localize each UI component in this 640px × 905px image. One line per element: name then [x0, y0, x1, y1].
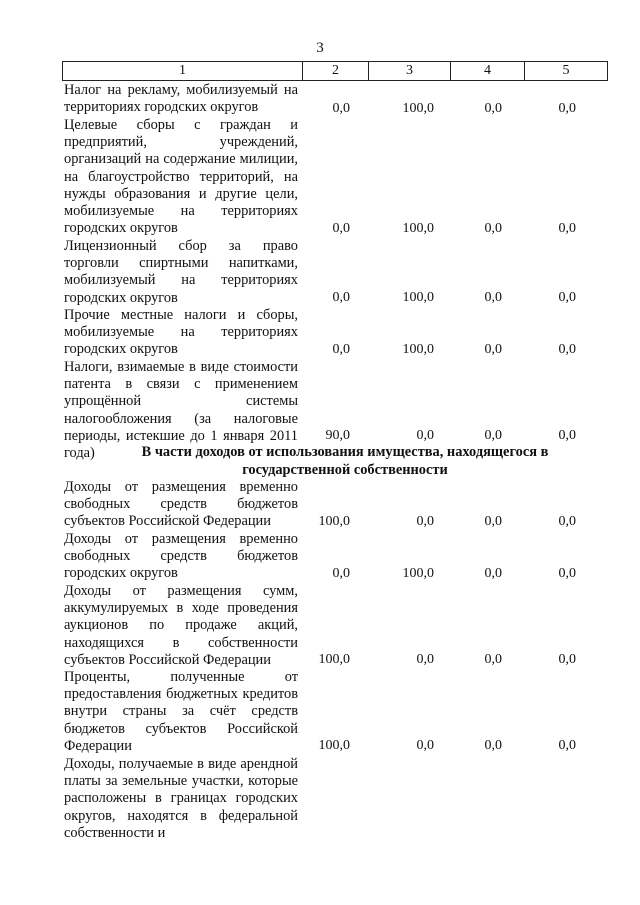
column-header-table	[62, 61, 608, 81]
row-label: Доходы от размещения временно свободных средств бюджетов городских округов	[64, 531, 298, 582]
row-label: Лицензионный сбор за право торговли спиртными напитками, мобилизуемый на территориях городских округов	[64, 238, 298, 306]
value-col-3: 0,0	[416, 514, 434, 529]
value-col-4: 0,0	[484, 221, 502, 236]
value-col-3: 0,0	[416, 652, 434, 667]
value-col-3: 100,0	[402, 101, 434, 116]
value-col-4: 0,0	[484, 342, 502, 357]
value-col-5: 0,0	[558, 101, 576, 116]
value-col-3: 100,0	[402, 221, 434, 236]
column-header-3: 3	[369, 62, 451, 81]
value-col-2: 100,0	[318, 514, 350, 529]
value-col-5: 0,0	[558, 342, 576, 357]
value-col-4: 0,0	[484, 566, 502, 581]
value-col-2: 0,0	[332, 221, 350, 236]
row-label: Налоги, взимаемые в виде стоимости патента в связи с применением упрощённой системы налогообложения (за налоговые периоды, истекшие до 1 января 2011 года)	[64, 359, 298, 462]
value-col-3: 100,0	[402, 290, 434, 305]
column-header-5: 5	[525, 62, 608, 81]
column-header-4: 4	[451, 62, 525, 81]
value-col-2: 0,0	[332, 101, 350, 116]
value-col-2: 0,0	[332, 290, 350, 305]
value-col-2: 90,0	[325, 428, 350, 443]
value-col-2: 100,0	[318, 652, 350, 667]
value-col-3: 100,0	[402, 342, 434, 357]
value-col-2: 100,0	[318, 738, 350, 753]
value-col-4: 0,0	[484, 290, 502, 305]
value-col-4: 0,0	[484, 101, 502, 116]
value-col-4: 0,0	[484, 738, 502, 753]
value-col-3: 0,0	[416, 738, 434, 753]
row-label: Доходы от размещения сумм, аккумулируемых в ходе проведения аукционов по продаже акций, находящихся в собственности субъектов Российской Федерации	[64, 583, 298, 668]
value-col-5: 0,0	[558, 652, 576, 667]
row-label: Целевые сборы с граждан и предприятий, учреждений, организаций на содержание милиции, на благоустройство территорий, на нужды образования и другие цели, мобилизуемые на территориях городских округов	[64, 117, 298, 237]
value-col-2: 0,0	[332, 566, 350, 581]
column-header-row	[63, 62, 608, 81]
value-col-5: 0,0	[558, 428, 576, 443]
section-heading: В части доходов от использования имущества, находящегося в государственной собственности	[141, 444, 549, 478]
row-label: Прочие местные налоги и сборы, мобилизуемые на территориях городских округов	[64, 307, 298, 358]
value-col-4: 0,0	[484, 514, 502, 529]
value-col-5: 0,0	[558, 514, 576, 529]
value-col-5: 0,0	[558, 221, 576, 236]
row-label: Налог на рекламу, мобилизуемый на территориях городских округов	[64, 82, 298, 116]
value-col-3: 100,0	[402, 566, 434, 581]
page-number: 3	[316, 40, 324, 56]
column-header-2: 2	[303, 62, 369, 81]
column-header-1: 1	[63, 62, 303, 81]
row-label: Доходы, получаемые в виде арендной платы за земельные участки, которые расположены в границах городских округов, находятся в федеральной собственности и	[64, 756, 298, 841]
value-col-5: 0,0	[558, 290, 576, 305]
value-col-4: 0,0	[484, 428, 502, 443]
value-col-5: 0,0	[558, 566, 576, 581]
value-col-5: 0,0	[558, 738, 576, 753]
row-label: Доходы от размещения временно свободных средств бюджетов субъектов Российской Федерации	[64, 479, 298, 530]
value-col-4: 0,0	[484, 652, 502, 667]
value-col-3: 0,0	[416, 428, 434, 443]
row-label: Проценты, полученные от предоставления бюджетных кредитов внутри страны за счёт средств бюджетов субъектов Российской Федерации	[64, 669, 298, 754]
value-col-2: 0,0	[332, 342, 350, 357]
